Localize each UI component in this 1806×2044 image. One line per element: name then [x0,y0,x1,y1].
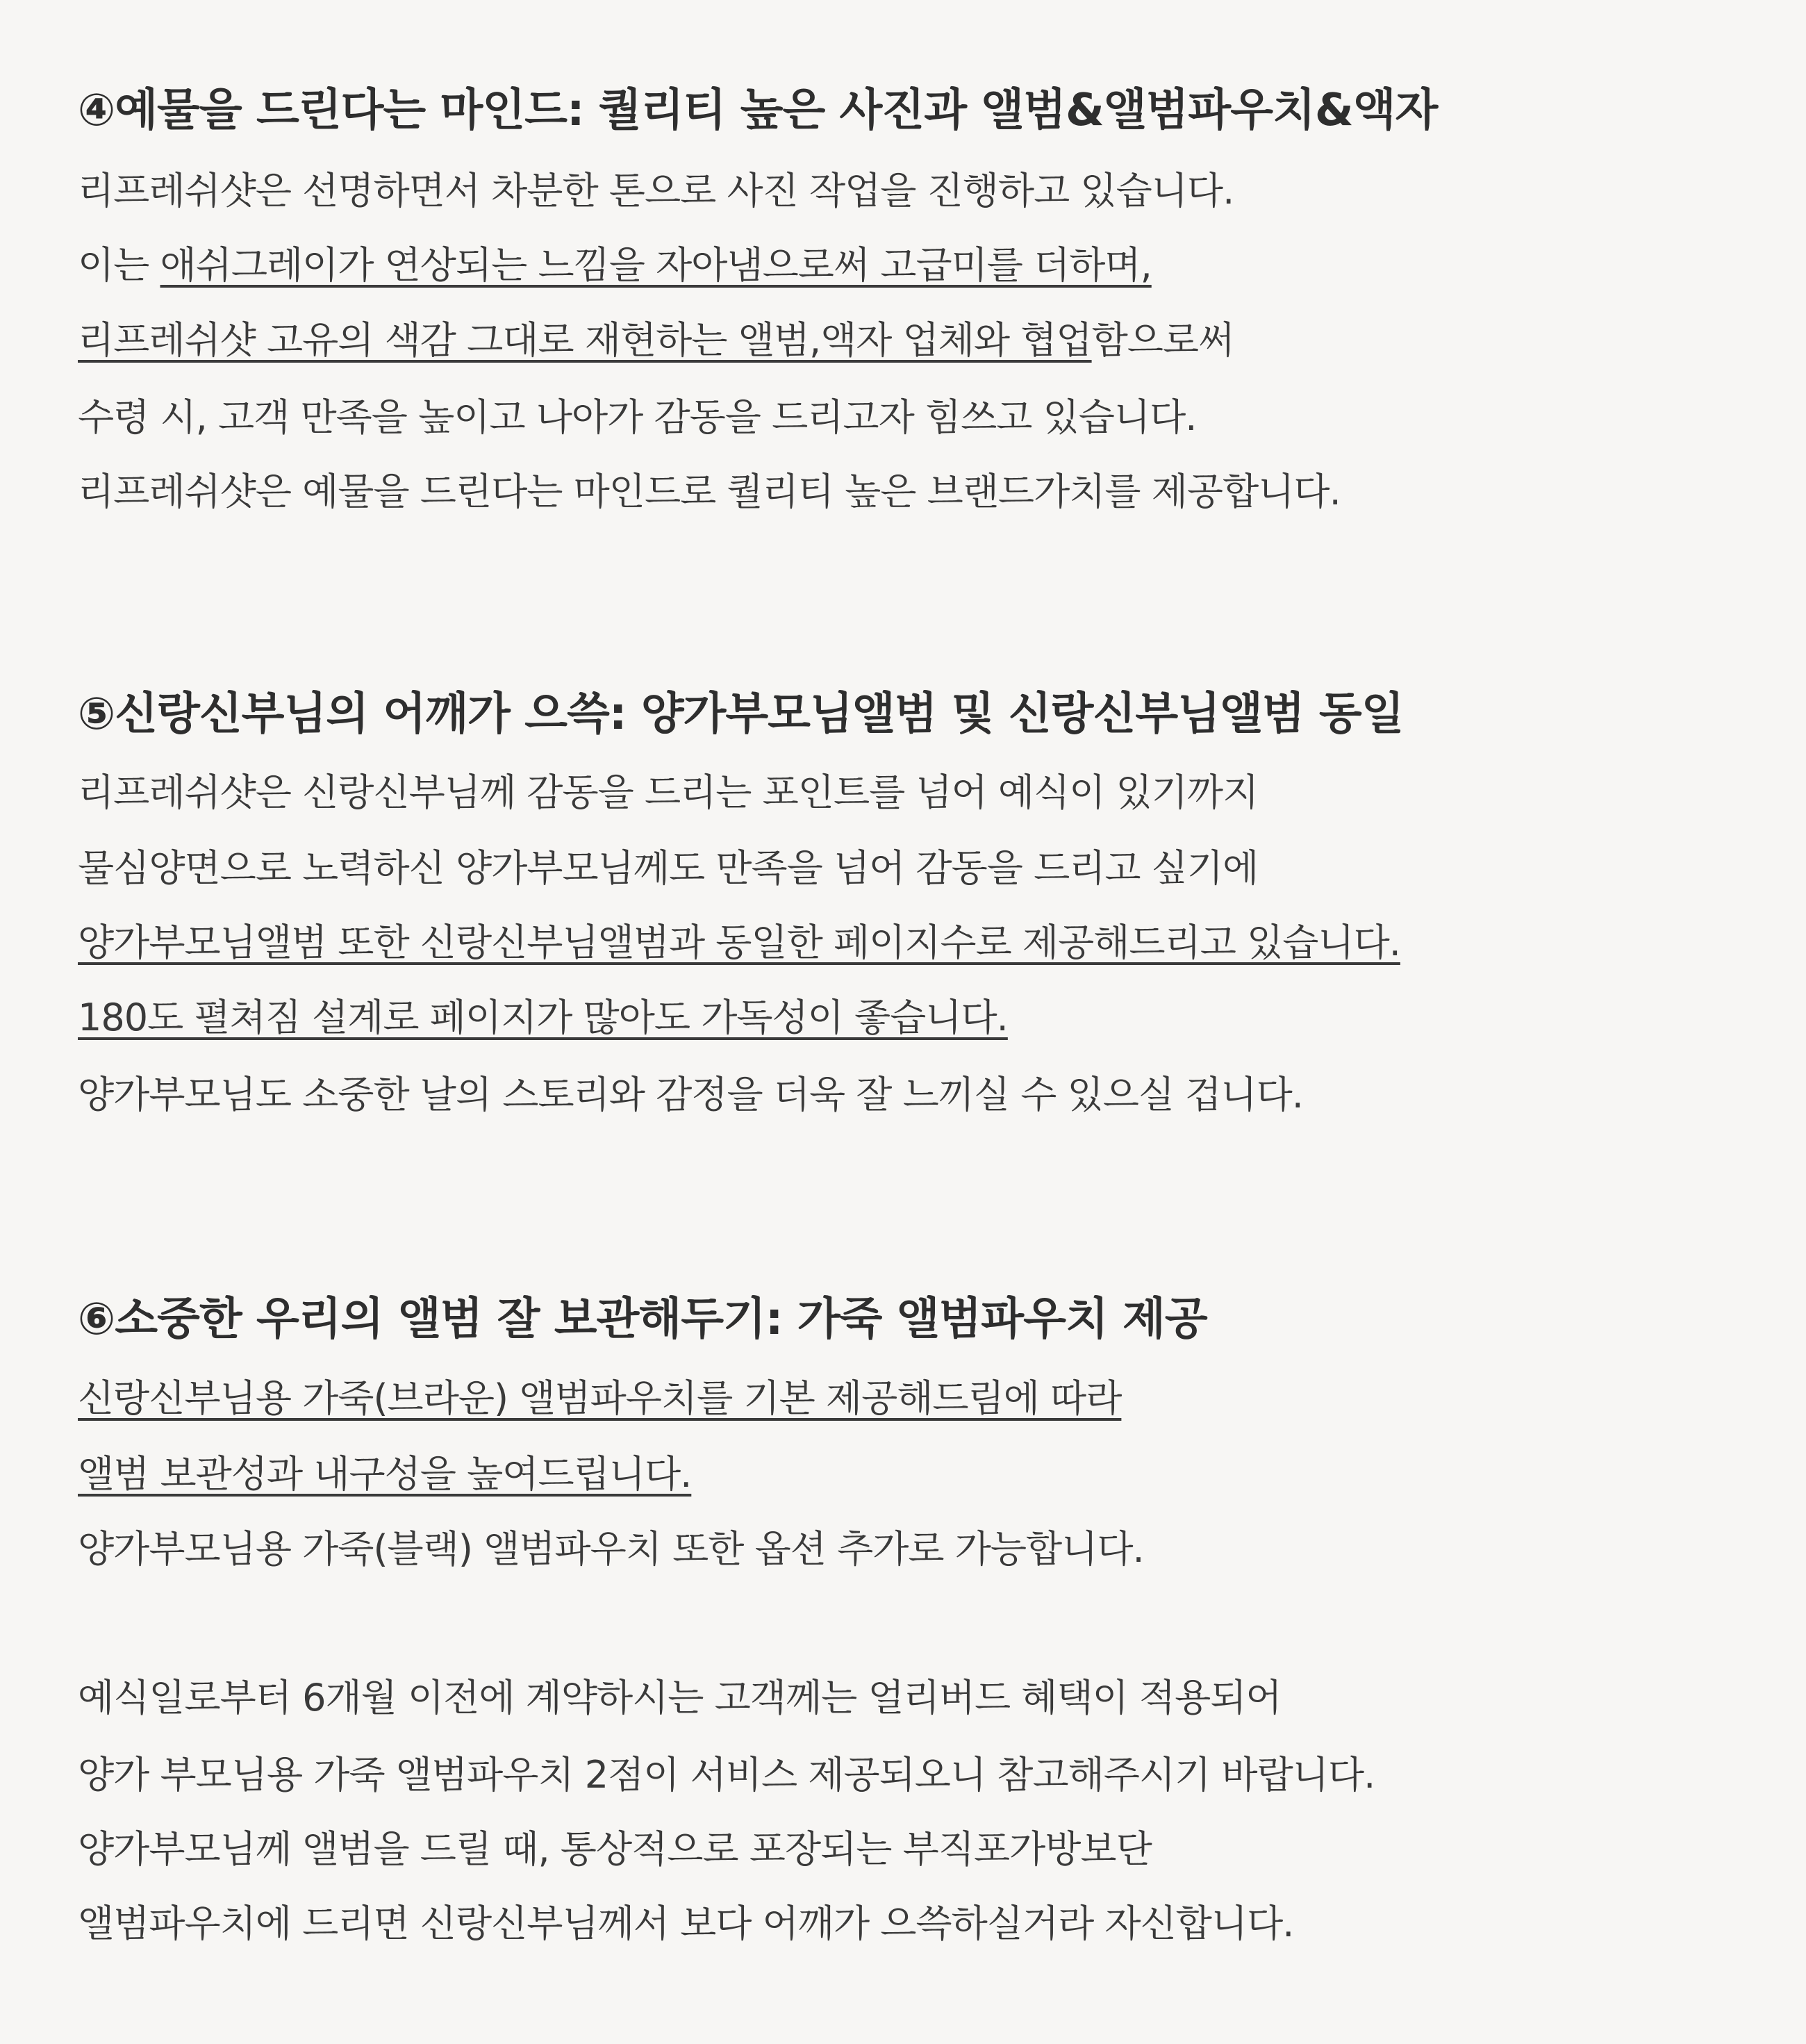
paragraph-line [78,303,1234,377]
paragraph-line [78,831,1258,905]
underlined-text: 애쉬그레이가 연상되는 느낌을 자아냄으로써 고급미를 더하며, [160,243,1152,287]
paragraph-line [78,228,1152,302]
section-heading: ⑥소중한 우리의 앨범 잘 보관해두기: 가죽 앨범파우치 제공 [78,1294,1207,1345]
text-segment: 물심양면으로 노력하신 양가부모님께도 만족을 넘어 감동을 드리고 싶기에 [78,846,1259,890]
paragraph-line [78,1512,1144,1586]
text-segment: 리프레쉬샷은 예물을 드린다는 마인드로 퀄리티 높은 브랜드가치를 제공합니다. [78,470,1341,513]
paragraph-line [78,905,1400,980]
note-line: 양가부모님께 앨범을 드릴 때, 통상적으로 포장되는 부직포가방보단 [78,1827,1152,1871]
underlined-text: 180도 펼쳐짐 설계로 페이지가 많아도 가독성이 좋습니다. [78,996,1008,1039]
text-segment: 양가부모님도 소중한 날의 스토리와 감정을 더욱 잘 느끼실 수 있으실 겁니다. [78,1073,1303,1116]
underlined-text: 양가부모님앨범 또한 신랑신부님앨범과 동일한 페이지수로 제공해드리고 있습니다. [78,921,1400,964]
underlined-text: 신랑신부님용 가죽(브라운) 앨범파우치를 기본 제공해드림에 따라 [78,1376,1122,1420]
section-heading: ⑤신랑신부님의 어깨가 으쓱: 양가부모님앨범 및 신랑신부님앨범 동일 [78,689,1404,740]
section-heading: ④예물을 드린다는 마인드: 퀄리티 높은 사진과 앨범&앨범파우치&액자 [78,85,1438,136]
text-segment: 리프레쉬샷은 선명하면서 차분한 톤으로 사진 작업을 진행하고 있습니다. [78,169,1234,213]
paragraph-line [78,1361,1121,1435]
text-segment: 이는 [78,243,160,287]
underlined-text: 리프레쉬샷 고유의 색감 그대로 재현하는 앨범,액자 업체와 협업 [78,318,1092,362]
underlined-text: 앨범 보관성과 내구성을 높여드립니다. [78,1452,692,1496]
paragraph-line [78,154,1234,228]
text-segment: 리프레쉬샷은 신랑신부님께 감동을 드리는 포인트를 넘어 예식이 있기까지 [78,770,1259,814]
note-line: 앨범파우치에 드리면 신랑신부님께서 보다 어깨가 으쓱하실거라 자신합니다. [78,1902,1294,1945]
text-segment: 함으로써 [1091,318,1234,362]
text-segment: 양가부모님용 가죽(블랙) 앨범파우치 또한 옵션 추가로 가능합니다. [78,1527,1144,1571]
paragraph-line [78,454,1341,529]
text-segment: 수령 시, 고객 만족을 높이고 나아가 감동을 드리고자 힘쓰고 있습니다. [78,395,1197,439]
note-line: 양가 부모님용 가죽 앨범파우치 2점이 서비스 제공되오니 참고해주시기 바랍니다. [78,1753,1375,1797]
paragraph-line [78,380,1196,454]
note-line: 예식일로부터 6개월 이전에 계약하시는 고객께는 얼리버드 혜택이 적용되어 [78,1676,1282,1720]
paragraph-line [78,755,1258,830]
paragraph-line [78,1437,691,1511]
paragraph-line [78,980,1008,1055]
paragraph-line [78,1057,1303,1132]
